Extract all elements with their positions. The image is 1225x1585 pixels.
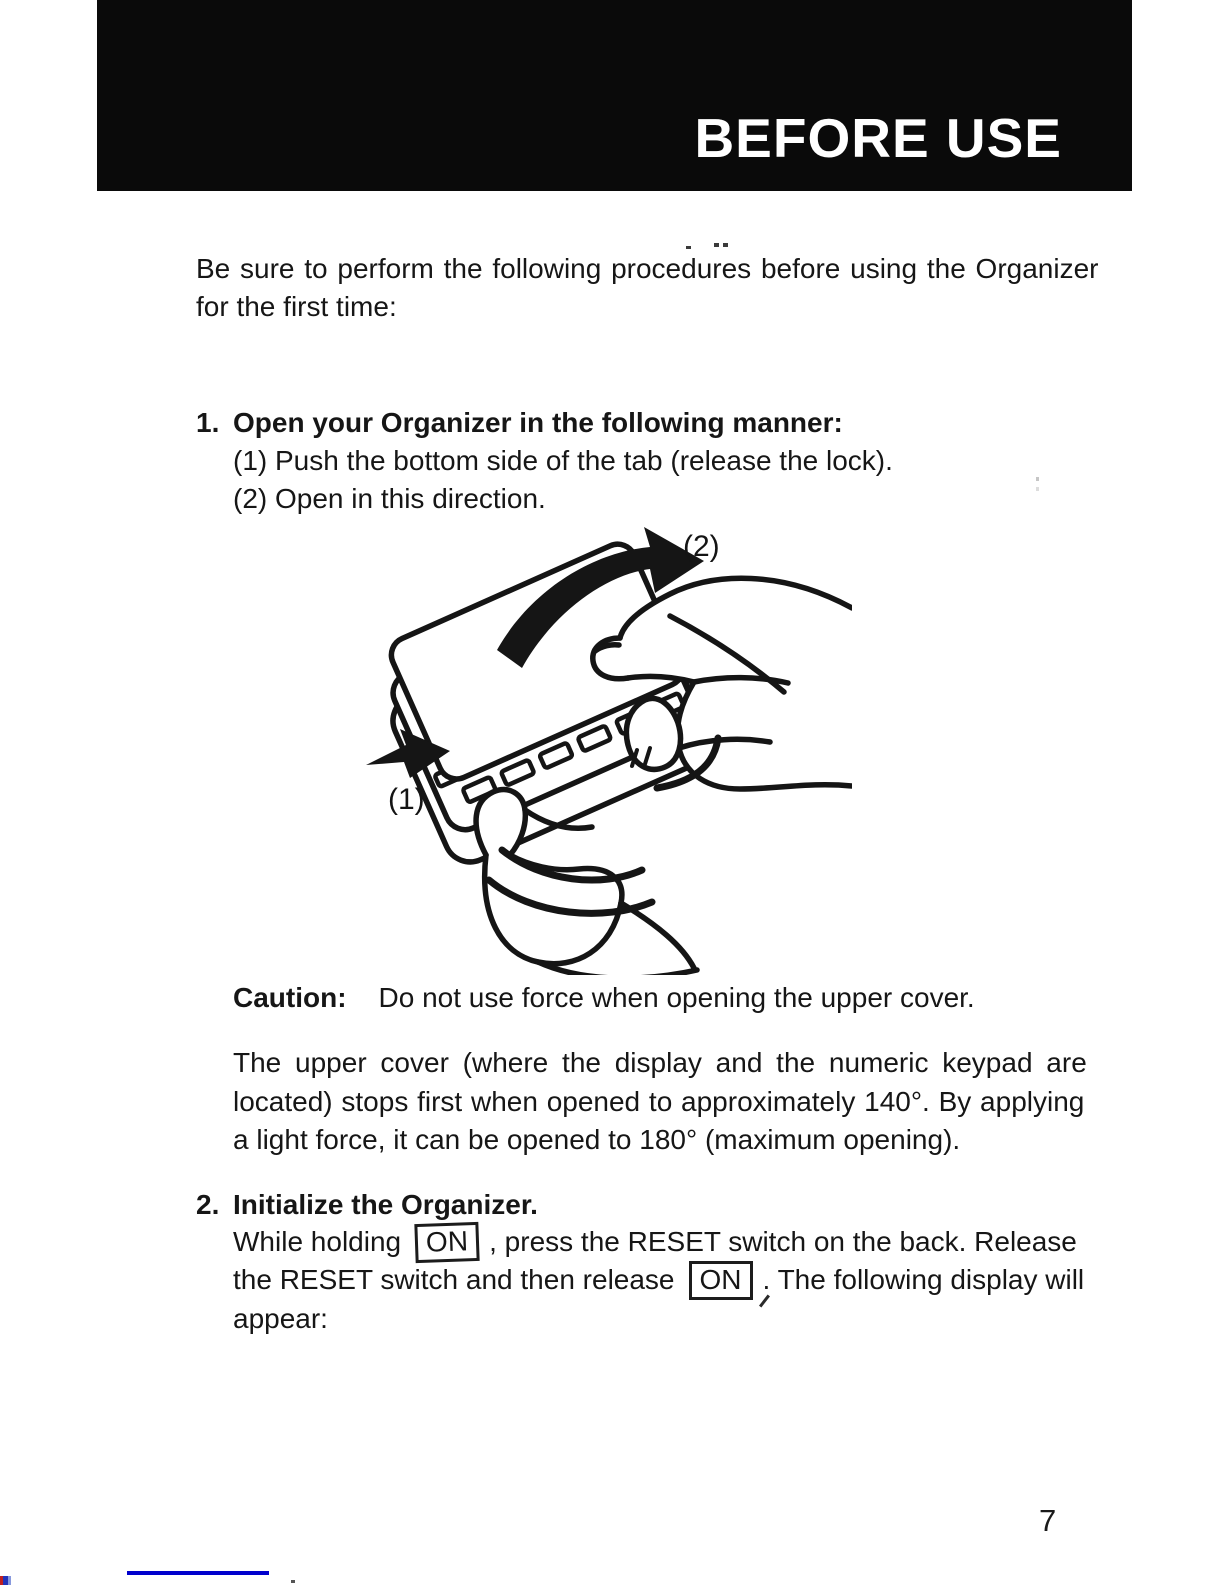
step-2-line-2-text: . The following display will [762, 1264, 1085, 1295]
figure-label-push-tab: (1) [388, 783, 425, 816]
step-2-line-2 [233, 1261, 1084, 1300]
upper-cover-paragraph [233, 1044, 1087, 1160]
intro-paragraph [196, 250, 1099, 326]
step-1-number: 1. [196, 407, 220, 438]
step-1-substep-1: (1) Push the bottom side of the tab (release the lock). [233, 445, 893, 476]
step-1-heading: Open your Organizer in the following manner: [233, 407, 843, 438]
intro-line-2: for the first time: [196, 291, 397, 322]
step-2-heading: Initialize the Organizer. [233, 1189, 538, 1220]
step-2-line-1 [233, 1223, 1077, 1262]
on-key: ON [414, 1222, 479, 1263]
paragraph-line-3: a light force, it can be opened to 180° (maximum opening). [233, 1124, 961, 1155]
step-2-line-3: appear: [233, 1303, 328, 1334]
footer-accent-line [127, 1571, 269, 1575]
scan-artifact [1036, 477, 1039, 481]
intro-line-1: Be sure to perform the following procedures before using the Organizer [196, 253, 1099, 284]
organizer-illustration [352, 520, 852, 975]
step-2-number: 2. [196, 1189, 220, 1220]
organizer-opening-figure [352, 520, 852, 975]
step-2-line-2-text: the RESET switch and then release [233, 1264, 675, 1295]
figure-label-open-direction: (2) [683, 530, 720, 563]
caution-label: Caution: [233, 982, 347, 1013]
page-number: 7 [1039, 1503, 1057, 1538]
scan-artifact [686, 246, 691, 249]
paragraph-line-1: The upper cover (where the display and the numeric keypad are [233, 1047, 1087, 1078]
paragraph-line-2: located) stops first when opened to approximately 140°. By applying [233, 1085, 1085, 1117]
scan-artifact [714, 243, 719, 247]
step-2-line-1-text: , press the RESET switch on the back. Release [489, 1226, 1077, 1257]
scan-artifact [291, 1580, 295, 1583]
step-2-line-1-text: While holding [233, 1226, 402, 1257]
chapter-banner [97, 0, 1132, 191]
caution-row [233, 979, 975, 1017]
page-title: BEFORE USE [694, 107, 1062, 169]
step-1-substep-2: (2) Open in this direction. [233, 483, 546, 514]
scan-artifact [0, 1576, 11, 1585]
caution-text: Do not use force when opening the upper cover. [378, 982, 975, 1013]
on-key: ON [689, 1261, 753, 1300]
